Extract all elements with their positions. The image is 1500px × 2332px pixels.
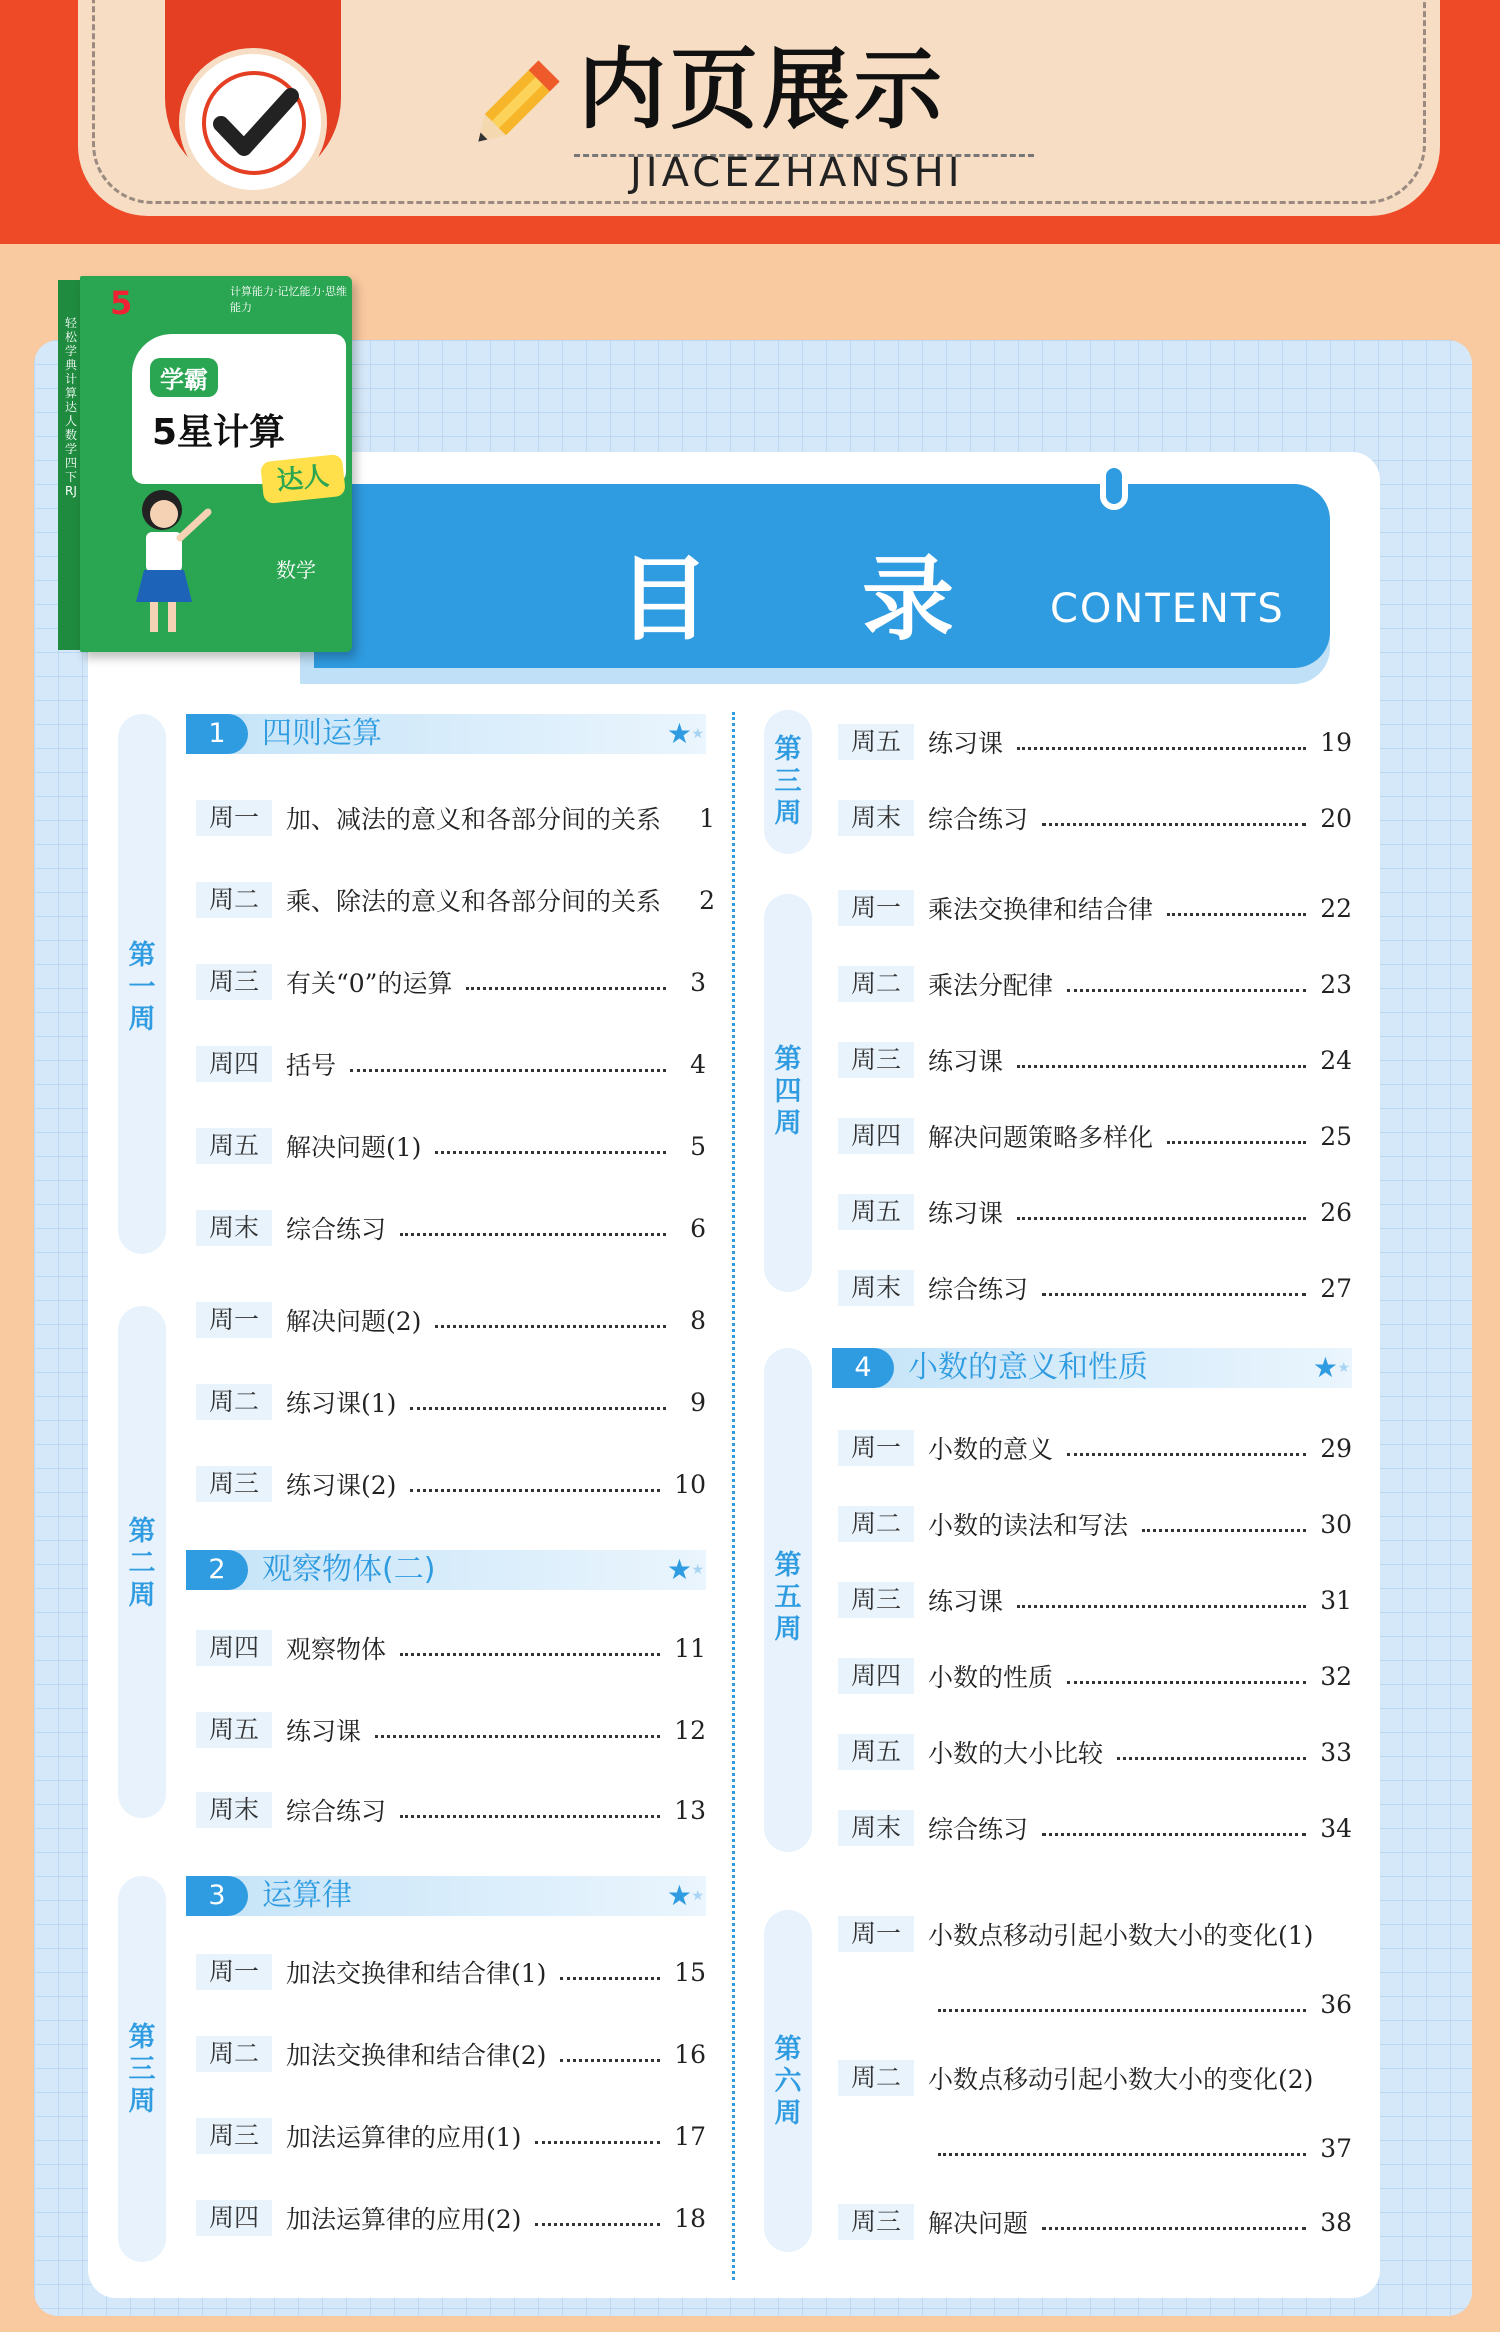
banner-title: 内页展示 bbox=[578, 38, 947, 141]
star-icon: ★ bbox=[1312, 1351, 1338, 1384]
girl-illustration-icon bbox=[122, 482, 212, 646]
contents-title: 目 录 bbox=[618, 546, 1015, 653]
toc-entry[interactable]: 周末 综合练习 34 bbox=[838, 1808, 1352, 1848]
book-front bbox=[80, 276, 352, 652]
star-icon: ★ bbox=[666, 717, 692, 750]
book-series: 学霸 bbox=[150, 358, 218, 397]
ring-icon bbox=[1100, 462, 1128, 510]
toc-entry[interactable]: 周一 解决问题(2) 8 bbox=[196, 1300, 706, 1340]
toc-entry[interactable]: 周一 加法交换律和结合律(1) 15 bbox=[196, 1952, 706, 1992]
toc-entry[interactable]: 周末 综合练习 27 bbox=[838, 1268, 1352, 1308]
toc-entry[interactable]: 周末 综合练习 6 bbox=[196, 1208, 706, 1248]
toc-entry[interactable]: 周二 加法交换律和结合律(2) 16 bbox=[196, 2034, 706, 2074]
section-header: 4 小数的意义和性质 ★ ★ bbox=[832, 1348, 1352, 1388]
book-cover bbox=[58, 276, 352, 652]
book-subject: 数学 bbox=[276, 558, 316, 582]
star-icon: ★ bbox=[666, 1879, 692, 1912]
pencil-icon bbox=[458, 52, 568, 166]
section-header: 2 观察物体(二) ★ ★ bbox=[186, 1550, 706, 1590]
toc-entry[interactable]: 周五 练习课 19 bbox=[838, 722, 1352, 762]
star-icon: ★ bbox=[666, 1553, 692, 1586]
header-banner bbox=[0, 0, 1500, 244]
week-label: 第 四 周 bbox=[764, 894, 812, 1292]
toc-entry[interactable]: 周四 解决问题策略多样化 25 bbox=[838, 1116, 1352, 1156]
toc-entry[interactable]: 周三 有关“0”的运算 3 bbox=[196, 962, 706, 1002]
week-label: 第 二 周 bbox=[118, 1306, 166, 1818]
week-label: 第 一 周 bbox=[118, 714, 166, 1254]
toc-entry[interactable]: 周末 综合练习 20 bbox=[838, 798, 1352, 838]
small-star-icon: ★ bbox=[691, 1888, 704, 1904]
toc-entry[interactable]: 周一 加、减法的意义和各部分间的关系 1 bbox=[196, 798, 706, 838]
toc-entry[interactable]: 周五 解决问题(1) 5 bbox=[196, 1126, 706, 1166]
toc-entry[interactable]: 周二 小数点移动引起小数大小的变化(2) bbox=[838, 2058, 1352, 2098]
toc-entry[interactable]: 周五 练习课 26 bbox=[838, 1192, 1352, 1232]
toc-entry[interactable]: 周三 练习课 24 bbox=[838, 1040, 1352, 1080]
toc-entry[interactable]: 周二 练习课(1) 9 bbox=[196, 1382, 706, 1422]
toc-entry[interactable]: 周二 小数的读法和写法 30 bbox=[838, 1504, 1352, 1544]
five-star-logo-icon: 5 bbox=[110, 284, 133, 322]
toc-entry-page[interactable]: 37 bbox=[938, 2128, 1352, 2168]
toc-entry[interactable]: 周三 练习课 31 bbox=[838, 1580, 1352, 1620]
week-label: 第 六 周 bbox=[764, 1910, 812, 2252]
toc-entry[interactable]: 周二 乘法分配律 23 bbox=[838, 964, 1352, 1004]
toc-entry[interactable]: 周三 加法运算律的应用(1) 17 bbox=[196, 2116, 706, 2156]
small-star-icon: ★ bbox=[1337, 1360, 1350, 1376]
book-spine-text: 轻松学典 计算达人 数学 四下 RJ bbox=[64, 316, 77, 498]
book-badge: 达人 bbox=[260, 454, 346, 504]
toc-entry-page[interactable]: 36 bbox=[938, 1984, 1352, 2024]
book-top-note: 计算能力·记忆能力·思维能力 bbox=[230, 285, 347, 314]
toc-entry[interactable]: 周四 观察物体 11 bbox=[196, 1628, 706, 1668]
toc-entry[interactable]: 周五 练习课 12 bbox=[196, 1710, 706, 1750]
book-name: 5星计算 bbox=[152, 412, 286, 453]
toc-entry[interactable]: 周一 小数的意义 29 bbox=[838, 1428, 1352, 1468]
week-label: 第 五 周 bbox=[764, 1348, 812, 1852]
column-divider bbox=[732, 712, 735, 2280]
toc-entry[interactable]: 周三 练习课(2) 10 bbox=[196, 1464, 706, 1504]
toc-entry[interactable]: 周三 解决问题 38 bbox=[838, 2202, 1352, 2242]
check-icon bbox=[179, 48, 327, 196]
week-label: 第 三 周 bbox=[764, 710, 812, 854]
week-label: 第 三 周 bbox=[118, 1876, 166, 2262]
contents-title-en: CONTENTS bbox=[1050, 586, 1285, 632]
small-star-icon: ★ bbox=[691, 726, 704, 742]
toc-entry[interactable]: 周五 小数的大小比较 33 bbox=[838, 1732, 1352, 1772]
section-header: 1 四则运算 ★ ★ bbox=[186, 714, 706, 754]
toc-entry[interactable]: 周末 综合练习 13 bbox=[196, 1790, 706, 1830]
section-header: 3 运算律 ★ ★ bbox=[186, 1876, 706, 1916]
toc-entry[interactable]: 周四 加法运算律的应用(2) 18 bbox=[196, 2198, 706, 2238]
toc-entry[interactable]: 周二 乘、除法的意义和各部分间的关系 2 bbox=[196, 880, 706, 920]
toc-entry[interactable]: 周一 小数点移动引起小数大小的变化(1) bbox=[838, 1914, 1352, 1954]
small-star-icon: ★ bbox=[691, 1562, 704, 1578]
toc-entry[interactable]: 周四 括号 4 bbox=[196, 1044, 706, 1084]
toc-entry[interactable]: 周一 乘法交换律和结合律 22 bbox=[838, 888, 1352, 928]
banner-subtitle: JIACEZHANSHI bbox=[630, 150, 964, 196]
toc-entry[interactable]: 周四 小数的性质 32 bbox=[838, 1656, 1352, 1696]
